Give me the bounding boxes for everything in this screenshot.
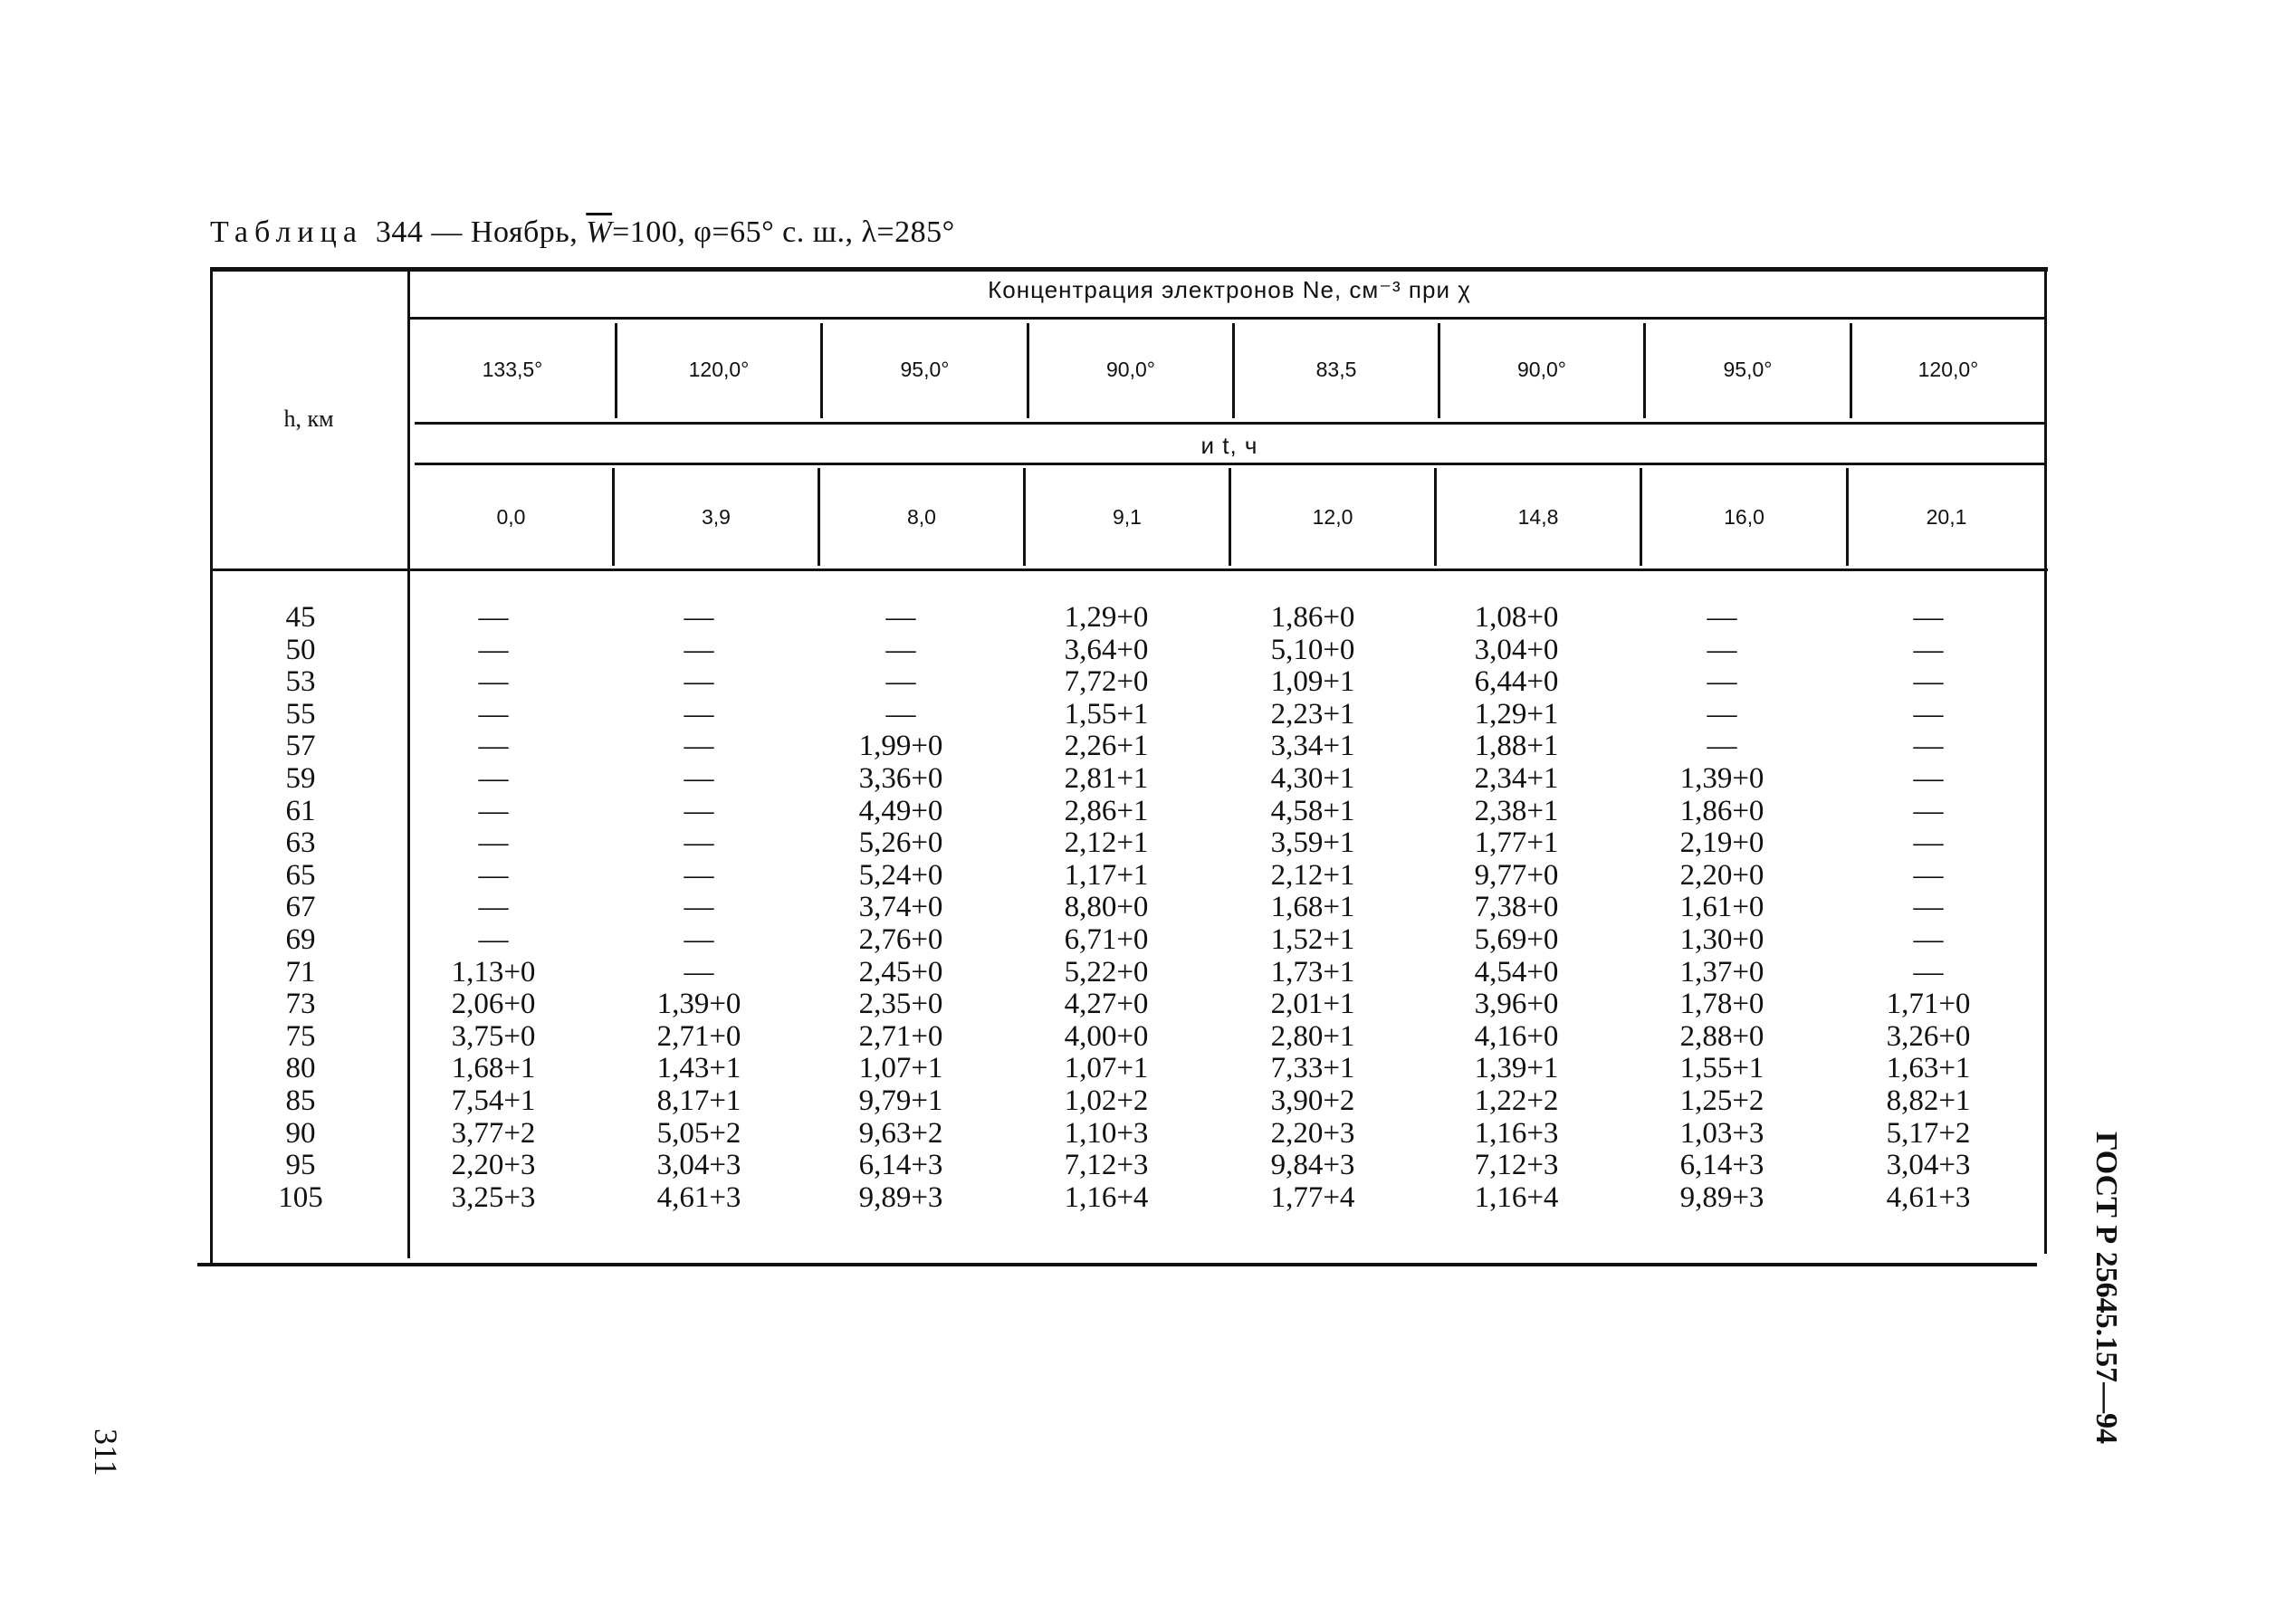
table-cell: — [478,858,509,892]
data-column [1231,602,1394,1214]
table-cell: 2,01+1 [1270,988,1355,1021]
table-cell: — [684,826,714,860]
table-cell: 4,58+1 [1270,794,1355,827]
table-cell: — [684,922,714,956]
table-cell: 2,26+1 [1064,730,1149,763]
table-cell: 1,86+0 [1270,601,1355,634]
table-cell: 4,54+0 [1474,955,1559,989]
table-cell: 1,10+3 [1064,1116,1149,1150]
table-cell: 2,80+1 [1270,1019,1355,1053]
data-column [1025,602,1188,1214]
height-cell: 69 [285,922,316,956]
t-value: 14,8 [1517,505,1559,529]
t-value: 3,9 [702,505,731,529]
table-cell: 1,17+1 [1064,858,1149,892]
table-cell: 6,71+0 [1064,922,1149,956]
table-cell: 1,73+1 [1270,955,1355,989]
table-cell: — [684,601,714,634]
table-cell: 5,22+0 [1064,955,1149,989]
t-value: 12,0 [1312,505,1353,529]
height-cell: 59 [285,761,316,795]
table-cell: 3,36+0 [858,761,943,795]
table-cell: 1,13+0 [451,955,536,989]
standard-title: ГОСТ Р 25645.157—94 [2090,1132,2123,1445]
table-cell: — [684,697,714,731]
table-cell: — [1913,955,1944,989]
table-cell: 1,29+1 [1474,697,1559,731]
table-cell: 1,61+0 [1679,891,1764,924]
table-cell: — [1913,891,1944,924]
table-cell: 3,96+0 [1474,988,1559,1021]
table-cell: — [478,697,509,731]
table-cell: 3,25+3 [451,1180,536,1214]
chi-value: 95,0° [900,358,950,381]
table-cell: — [684,761,714,795]
height-header: h, км [283,406,334,432]
caption-word: Таблица [210,215,363,249]
chi-value: 90,0° [1106,358,1155,381]
table-cell: 7,38+0 [1474,891,1559,924]
table-cell: 7,33+1 [1270,1052,1355,1085]
table-cell: 5,17+2 [1886,1116,1971,1150]
table-cell: 3,26+0 [1886,1019,1971,1053]
height-cell: 73 [285,988,316,1021]
table-cell: 9,89+3 [858,1180,943,1214]
height-cell: 67 [285,891,316,924]
table-cell: 2,71+0 [656,1019,741,1053]
table-cell: — [684,730,714,763]
table-cell: 3,64+0 [1064,633,1149,666]
chi-value: 120,0° [688,358,750,381]
table-cell: 1,55+1 [1064,697,1149,731]
t-value: 20,1 [1926,505,1967,529]
height-cell: 63 [285,826,316,860]
height-cell: 57 [285,730,316,763]
table-cell: 2,86+1 [1064,794,1149,827]
table-cell: — [1913,665,1944,699]
table-cell: 1,68+1 [1270,891,1355,924]
t-value: 16,0 [1724,505,1764,529]
table-cell: 1,77+4 [1270,1180,1355,1214]
table-cell: 1,37+0 [1679,955,1764,989]
header-bottom-rule [210,568,2048,571]
table-cell: 4,00+0 [1064,1019,1149,1053]
table-cell: 2,20+3 [451,1149,536,1182]
caption-w-symbol: $\overline{W}$ [586,215,613,249]
data-column [1640,602,1803,1214]
table-cell: — [1707,665,1737,699]
table-cell: 3,75+0 [451,1019,536,1053]
table-cell: — [885,633,916,666]
table-cell: 3,74+0 [858,891,943,924]
table-cell: 1,09+1 [1270,665,1355,699]
table-cell: 1,88+1 [1474,730,1559,763]
height-cell: 45 [285,601,316,634]
header-rule-1 [409,317,2044,320]
table-cell: 2,06+0 [451,988,536,1021]
table-cell: 1,25+2 [1679,1084,1764,1117]
header-rule-2 [415,422,2044,425]
table-cell: — [1913,826,1944,860]
t-value: 0,0 [496,505,526,529]
table-cell: 1,03+3 [1679,1116,1764,1150]
table-cell: 1,22+2 [1474,1084,1559,1117]
table-cell: 2,45+0 [858,955,943,989]
table-cell: 2,88+0 [1679,1019,1764,1053]
table-cell: 1,16+3 [1474,1116,1559,1150]
table-cell: 3,90+2 [1270,1084,1355,1117]
data-column [819,602,982,1214]
table-cell: 6,14+3 [1679,1149,1764,1182]
table-cell: — [1707,633,1737,666]
table-cell: — [478,601,509,634]
table-cell: 3,34+1 [1270,730,1355,763]
table-cell: — [1913,922,1944,956]
height-cell: 75 [285,1019,316,1053]
data-column [1435,602,1598,1214]
table-cell: — [478,633,509,666]
chi-value: 83,5 [1315,358,1357,381]
height-cell: 105 [278,1180,323,1214]
table-cell: 5,10+0 [1270,633,1355,666]
table-cell: 2,34+1 [1474,761,1559,795]
table-cell: — [478,826,509,860]
concentration-header: Концентрация электронов Ne, см⁻³ при χ [988,276,1471,303]
table-cell: 9,79+1 [858,1084,943,1117]
table-cell: — [1707,601,1737,634]
table-cell: 1,68+1 [451,1052,536,1085]
data-column [1847,602,2010,1214]
table-cell: 1,39+0 [656,988,741,1021]
table-cell: 2,12+1 [1270,858,1355,892]
chi-value: 90,0° [1517,358,1566,381]
caption-rest-a: — Ноябрь, [423,215,587,249]
table-cell: — [1913,697,1944,731]
table-cell: — [885,697,916,731]
table-cell: — [1913,601,1944,634]
table-cell: — [1913,794,1944,827]
height-cell: 80 [285,1052,316,1085]
table-cell: 1,39+0 [1679,761,1764,795]
table-cell: 5,26+0 [858,826,943,860]
height-cell: 71 [285,955,316,989]
table-cell: 5,05+2 [656,1116,741,1150]
table-cell: — [478,761,509,795]
height-cell: 61 [285,794,316,827]
right-border [2044,267,2047,1254]
table-cell: 4,61+3 [1886,1180,1971,1214]
table-cell: 9,77+0 [1474,858,1559,892]
table-cell: — [478,730,509,763]
table-cell: 1,78+0 [1679,988,1764,1021]
top-rule [210,267,2048,272]
table-cell: — [684,665,714,699]
chi-value: 120,0° [1917,358,1979,381]
table-cell: 2,35+0 [858,988,943,1021]
table-cell: 1,07+1 [858,1052,943,1085]
table-cell: 2,71+0 [858,1019,943,1053]
table-cell: 3,04+3 [1886,1149,1971,1182]
table-cell: 2,19+0 [1679,826,1764,860]
table-cell: 3,04+0 [1474,633,1559,666]
table-cell: 1,99+0 [858,730,943,763]
table-cell: 3,59+1 [1270,826,1355,860]
table-cell: 5,69+0 [1474,922,1559,956]
table-cell: 2,20+3 [1270,1116,1355,1150]
table-cell: — [478,665,509,699]
table-cell: — [478,922,509,956]
table-cell: — [1707,697,1737,731]
table-cell: 9,89+3 [1679,1180,1764,1214]
table-cell: 6,14+3 [858,1149,943,1182]
t-value: 9,1 [1113,505,1142,529]
table-cell: 1,71+0 [1886,988,1971,1021]
t-value: 8,0 [907,505,936,529]
table-cell: — [1913,730,1944,763]
and-t-header: и t, ч [1200,432,1258,459]
table-cell: — [684,858,714,892]
table-cell: 9,63+2 [858,1116,943,1150]
table-cell: 2,38+1 [1474,794,1559,827]
height-cell: 90 [285,1116,316,1150]
caption-rest-b: =100, φ=65° с. ш., λ=285° [612,215,955,249]
table-cell: 3,04+3 [656,1149,741,1182]
table-cell: 1,30+0 [1679,922,1764,956]
table-cell: 1,08+0 [1474,601,1559,634]
table-cell: 8,82+1 [1886,1084,1971,1117]
height-cell: 53 [285,665,316,699]
table-cell: 1,16+4 [1064,1180,1149,1214]
table-caption [210,215,955,250]
header-rule-3 [415,463,2044,465]
table-cell: 3,77+2 [451,1116,536,1150]
height-column [246,602,355,1214]
table-cell: 5,24+0 [858,858,943,892]
table-cell: 1,16+4 [1474,1180,1559,1214]
table-cell: — [684,891,714,924]
table-cell: 1,07+1 [1064,1052,1149,1085]
table-cell: 1,77+1 [1474,826,1559,860]
table-cell: 1,86+0 [1679,794,1764,827]
table-cell: 7,54+1 [451,1084,536,1117]
table-cell: 2,23+1 [1270,697,1355,731]
table-cell: — [684,794,714,827]
bottom-rule [197,1263,2037,1266]
table-cell: 4,49+0 [858,794,943,827]
table-cell: — [1913,858,1944,892]
table-cell: 4,61+3 [656,1180,741,1214]
table-cell: 7,72+0 [1064,665,1149,699]
table-cell: 1,02+2 [1064,1084,1149,1117]
table-cell: — [684,633,714,666]
page-number: 311 [88,1428,124,1476]
table-cell: 1,39+1 [1474,1052,1559,1085]
height-cell: 95 [285,1149,316,1182]
table-cell: — [1913,633,1944,666]
table-cell: — [478,891,509,924]
table-cell: 2,81+1 [1064,761,1149,795]
table-cell: 1,29+0 [1064,601,1149,634]
table-cell: 4,16+0 [1474,1019,1559,1053]
caption-number: 344 [375,215,424,249]
table-cell: 2,12+1 [1064,826,1149,860]
table-cell: — [885,601,916,634]
table-cell: 1,52+1 [1270,922,1355,956]
table-cell: 1,43+1 [656,1052,741,1085]
stub-border [407,267,410,1258]
table-cell: — [478,794,509,827]
chi-value: 95,0° [1723,358,1773,381]
table-cell: — [684,955,714,989]
table-cell: 2,76+0 [858,922,943,956]
height-cell: 65 [285,858,316,892]
table-cell: 9,84+3 [1270,1149,1355,1182]
height-cell: 85 [285,1084,316,1117]
table-cell: 7,12+3 [1474,1149,1559,1182]
data-column [617,602,780,1214]
table-cell: 2,20+0 [1679,858,1764,892]
table-cell: 4,30+1 [1270,761,1355,795]
chi-value: 133,5° [482,358,543,381]
height-cell: 55 [285,697,316,731]
table-cell: 8,80+0 [1064,891,1149,924]
table-cell: 4,27+0 [1064,988,1149,1021]
table-cell: — [885,665,916,699]
table-cell: 8,17+1 [656,1084,741,1117]
table-cell: — [1707,730,1737,763]
table-cell: 1,55+1 [1679,1052,1764,1085]
table-cell: — [1913,761,1944,795]
table-cell: 1,63+1 [1886,1052,1971,1085]
table-cell: 6,44+0 [1474,665,1559,699]
data-column [412,602,575,1214]
height-cell: 50 [285,633,316,666]
table-cell: 7,12+3 [1064,1149,1149,1182]
